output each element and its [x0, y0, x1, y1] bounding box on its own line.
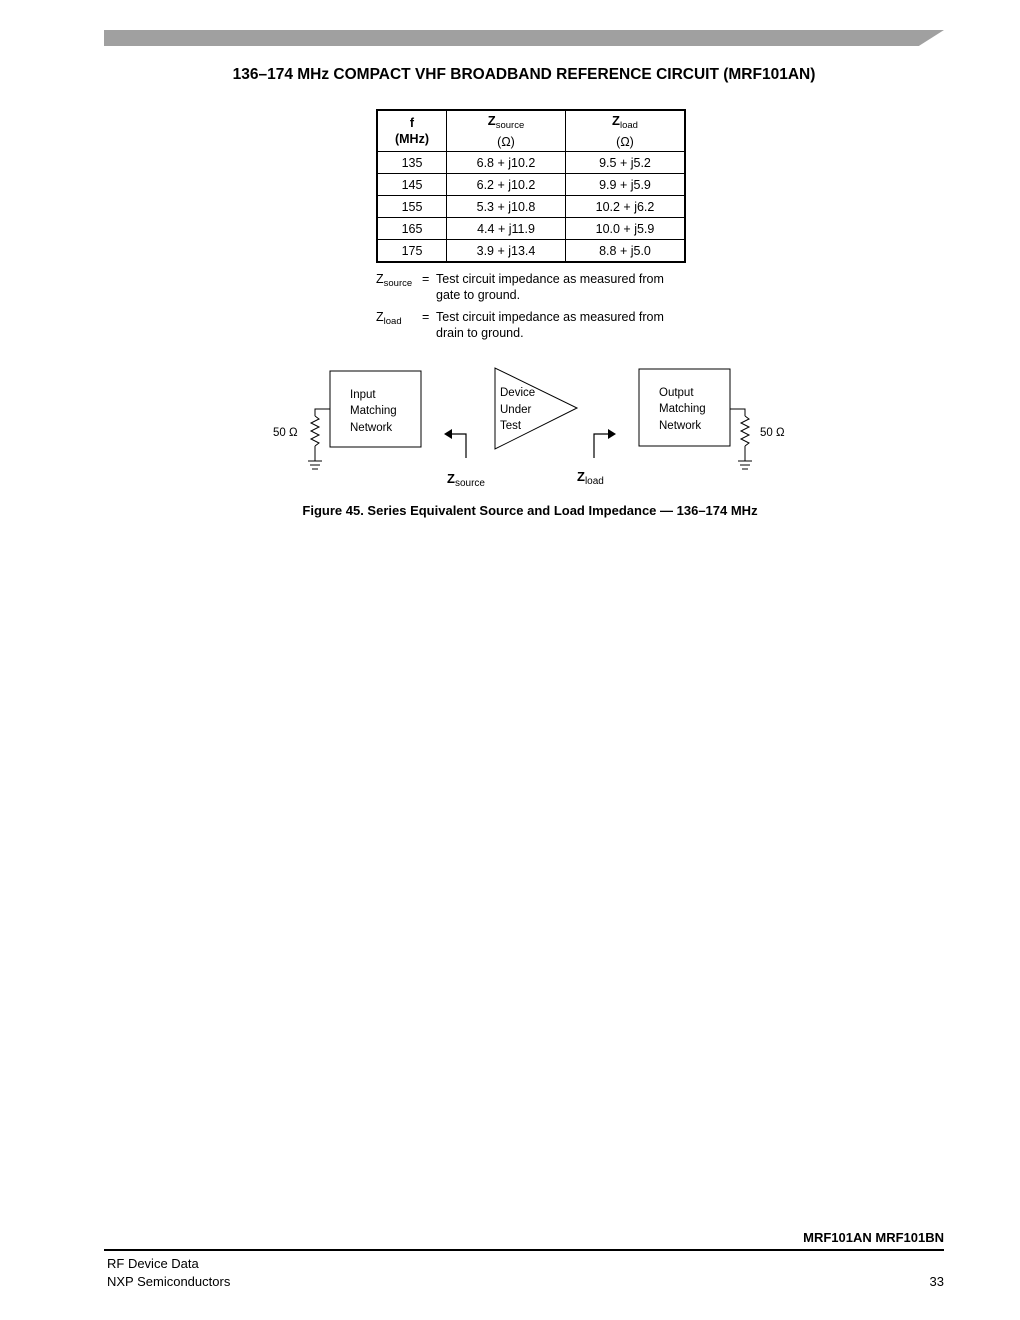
- footer-part-numbers: MRF101AN MRF101BN: [803, 1230, 944, 1245]
- input-block-line: Network: [350, 422, 393, 434]
- dut-line: Under: [500, 404, 532, 416]
- section-title: 136–174 MHz COMPACT VHF BROADBAND REFERENCE CIRCUIT (MRF101AN): [232, 66, 816, 83]
- left-resistor-label: 50 Ω: [273, 427, 298, 439]
- zsource-arrow: [450, 434, 466, 458]
- svg-text:Zsource: $Z_{source}$: [447, 471, 485, 489]
- right-resistor-label: 50 Ω: [760, 427, 785, 439]
- footer-doc-type: RF Device Data: [107, 1256, 199, 1271]
- cell-zsource: 6.2 + j10.2: [447, 174, 566, 196]
- footer-rule: [104, 1249, 944, 1251]
- impedance-diagram: [0, 0, 1020, 500]
- cell-frequency: 145: [377, 174, 447, 196]
- right-resistor: [730, 409, 752, 469]
- cell-frequency: 135: [377, 152, 447, 174]
- zload-arrowhead: [608, 429, 616, 439]
- output-block-line: Network: [659, 420, 702, 432]
- cell-zsource: 4.4 + j11.9: [447, 218, 566, 240]
- header-zload: $Z_{load}$ (Ω): [566, 110, 686, 152]
- zsource-arrowhead: [444, 429, 452, 439]
- dut-line: Device: [500, 387, 536, 399]
- zload-arrow: [594, 434, 610, 458]
- svg-text:Zload: $Z_{load}$: [577, 469, 604, 487]
- output-block-line: Output: [659, 387, 694, 399]
- cell-zload: 10.0 + j5.9: [566, 218, 686, 240]
- cell-zsource: 3.9 + j13.4: [447, 240, 566, 263]
- cell-frequency: 155: [377, 196, 447, 218]
- cell-zload: 8.8 + j5.0: [566, 240, 686, 263]
- cell-zload: 9.5 + j5.2: [566, 152, 686, 174]
- cell-zsource: 5.3 + j10.8: [447, 196, 566, 218]
- left-resistor: [308, 409, 330, 469]
- footer-company: NXP Semiconductors: [107, 1274, 231, 1289]
- cell-zsource: 6.8 + j10.2: [447, 152, 566, 174]
- output-block-line: Matching: [659, 403, 706, 415]
- input-block-line: Matching: [350, 405, 397, 417]
- cell-zload: 10.2 + j6.2: [566, 196, 686, 218]
- header-zsource: $Z_{source}$ (Ω): [447, 110, 566, 152]
- input-block-line: Input: [350, 389, 376, 401]
- dut-line: Test: [500, 420, 522, 432]
- cell-zload: 9.9 + j5.9: [566, 174, 686, 196]
- cell-frequency: 175: [377, 240, 447, 263]
- cell-frequency: 165: [377, 218, 447, 240]
- header-frequency: f (MHz): [377, 110, 447, 152]
- page-number: 33: [929, 1274, 944, 1289]
- figure-caption: Figure 45. Series Equivalent Source and Load Impedance — 136–174 MHz: [302, 503, 758, 518]
